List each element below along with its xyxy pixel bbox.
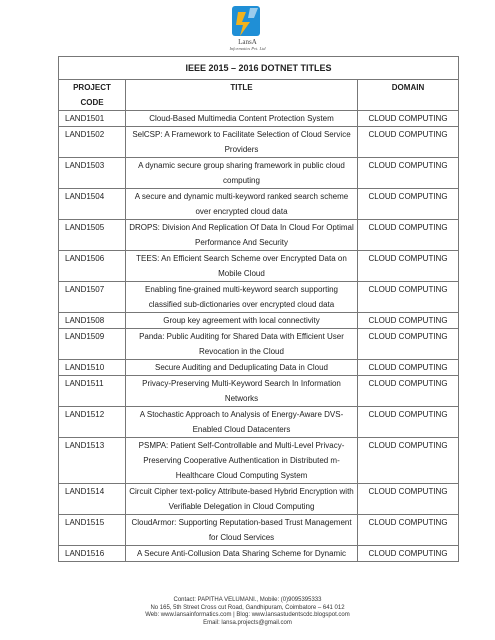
table-header-row xyxy=(59,80,459,111)
cell-domain: CLOUD COMPUTING xyxy=(358,376,459,407)
cell-domain: CLOUD COMPUTING xyxy=(358,251,459,282)
cell-domain: CLOUD COMPUTING xyxy=(358,484,459,515)
footer-address-line: No 165, 5th Street Cross cut Road, Gandhipuram, Coimbatore – 641 012 xyxy=(150,604,345,611)
cell-code: LAND1508 xyxy=(59,313,126,329)
cell-code: LAND1503 xyxy=(59,158,126,189)
cell-domain: CLOUD COMPUTING xyxy=(358,515,459,546)
cell-code: LAND1510 xyxy=(59,360,126,376)
titles-table xyxy=(58,56,459,562)
cell-code: LAND1506 xyxy=(59,251,126,282)
cell-domain: CLOUD COMPUTING xyxy=(358,111,459,127)
table-row xyxy=(59,189,459,220)
table-row xyxy=(59,360,459,376)
table-row xyxy=(59,158,459,189)
cell-code: LAND1515 xyxy=(59,515,126,546)
table-row xyxy=(59,515,459,546)
table-row xyxy=(59,329,459,360)
cell-title: Secure Auditing and Deduplicating Data in Cloud xyxy=(126,360,358,376)
cell-code: LAND1516 xyxy=(59,546,126,562)
table-row xyxy=(59,376,459,407)
cell-code: LAND1505 xyxy=(59,220,126,251)
cell-domain: CLOUD COMPUTING xyxy=(358,546,459,562)
cell-code: LAND1514 xyxy=(59,484,126,515)
cell-code: LAND1501 xyxy=(59,111,126,127)
table-row xyxy=(59,111,459,127)
table-caption: IEEE 2015 – 2016 DOTNET TITLES xyxy=(59,57,459,80)
cell-domain: CLOUD COMPUTING xyxy=(358,329,459,360)
cell-domain: CLOUD COMPUTING xyxy=(358,360,459,376)
table-row xyxy=(59,313,459,329)
table-row xyxy=(59,438,459,484)
cell-code: LAND1507 xyxy=(59,282,126,313)
table-row xyxy=(59,127,459,158)
cell-title: CloudArmor: Supporting Reputation-based Trust Management for Cloud Services xyxy=(126,515,358,546)
cell-code: LAND1512 xyxy=(59,407,126,438)
cell-title: DROPS: Division And Replication Of Data In Cloud For Optimal Performance And Security xyxy=(126,220,358,251)
cell-domain: CLOUD COMPUTING xyxy=(358,127,459,158)
table-row xyxy=(59,220,459,251)
cell-code: LAND1511 xyxy=(59,376,126,407)
footer-email-line: Email: lansa.projects@gmail.com xyxy=(203,619,292,626)
cell-title: TEES: An Efficient Search Scheme over Encrypted Data on Mobile Cloud xyxy=(126,251,358,282)
titles-table-container xyxy=(58,56,458,562)
column-header-project-code: PROJECT CODE xyxy=(59,80,126,111)
table-row xyxy=(59,407,459,438)
cell-title: Cloud-Based Multimedia Content Protection System xyxy=(126,111,358,127)
cell-title: Enabling fine-grained multi-keyword search supporting classified sub-dictionaries over encrypted cloud data xyxy=(126,282,358,313)
cell-domain: CLOUD COMPUTING xyxy=(358,189,459,220)
cell-title: A Secure Anti-Collusion Data Sharing Scheme for Dynamic xyxy=(126,546,358,562)
cell-title: Group key agreement with local connectivity xyxy=(126,313,358,329)
cell-title: A dynamic secure group sharing framework in public cloud computing xyxy=(126,158,358,189)
cell-domain: CLOUD COMPUTING xyxy=(358,282,459,313)
logo-name: LansA xyxy=(238,38,257,46)
table-row xyxy=(59,251,459,282)
column-header-domain: DOMAIN xyxy=(358,80,459,111)
column-header-title: TITLE xyxy=(126,80,358,111)
cell-code: LAND1502 xyxy=(59,127,126,158)
cell-domain: CLOUD COMPUTING xyxy=(358,407,459,438)
cell-title: PSMPA: Patient Self-Controllable and Multi-Level Privacy-Preserving Cooperative Authentication in Distributed m-Healthcare Cloud Computing System xyxy=(126,438,358,484)
contact-footer xyxy=(0,597,495,627)
cell-title: Circuit Cipher text-policy Attribute-based Hybrid Encryption with Verifiable Delegation in Cloud Computing xyxy=(126,484,358,515)
footer-web-line: Web: www.lansainformatics.com | Blog: www.lansastudentscdc.blogspot.com xyxy=(145,612,350,618)
logo-tagline: Informatics Pvt. Ltd xyxy=(229,46,266,51)
cell-domain: CLOUD COMPUTING xyxy=(358,158,459,189)
table-row xyxy=(59,546,459,562)
cell-code: LAND1513 xyxy=(59,438,126,484)
table-caption-row xyxy=(59,57,459,80)
cell-title: SelCSP: A Framework to Facilitate Selection of Cloud Service Providers xyxy=(126,127,358,158)
cell-title: Panda: Public Auditing for Shared Data with Efficient User Revocation in the Cloud xyxy=(126,329,358,360)
cell-domain: CLOUD COMPUTING xyxy=(358,438,459,484)
table-row xyxy=(59,282,459,313)
cell-code: LAND1504 xyxy=(59,189,126,220)
cell-title: A Stochastic Approach to Analysis of Energy-Aware DVS-Enabled Cloud Datacenters xyxy=(126,407,358,438)
cell-code: LAND1509 xyxy=(59,329,126,360)
footer-contact-line: Contact: PAPITHA VELUMANI., Mobile: (0)9095395333 xyxy=(173,597,322,603)
cell-title: Privacy-Preserving Multi-Keyword Search In Information Networks xyxy=(126,376,358,407)
cell-title: A secure and dynamic multi-keyword ranked search scheme over encrypted cloud data xyxy=(126,189,358,220)
cell-domain: CLOUD COMPUTING xyxy=(358,220,459,251)
table-row xyxy=(59,484,459,515)
cell-domain: CLOUD COMPUTING xyxy=(358,313,459,329)
